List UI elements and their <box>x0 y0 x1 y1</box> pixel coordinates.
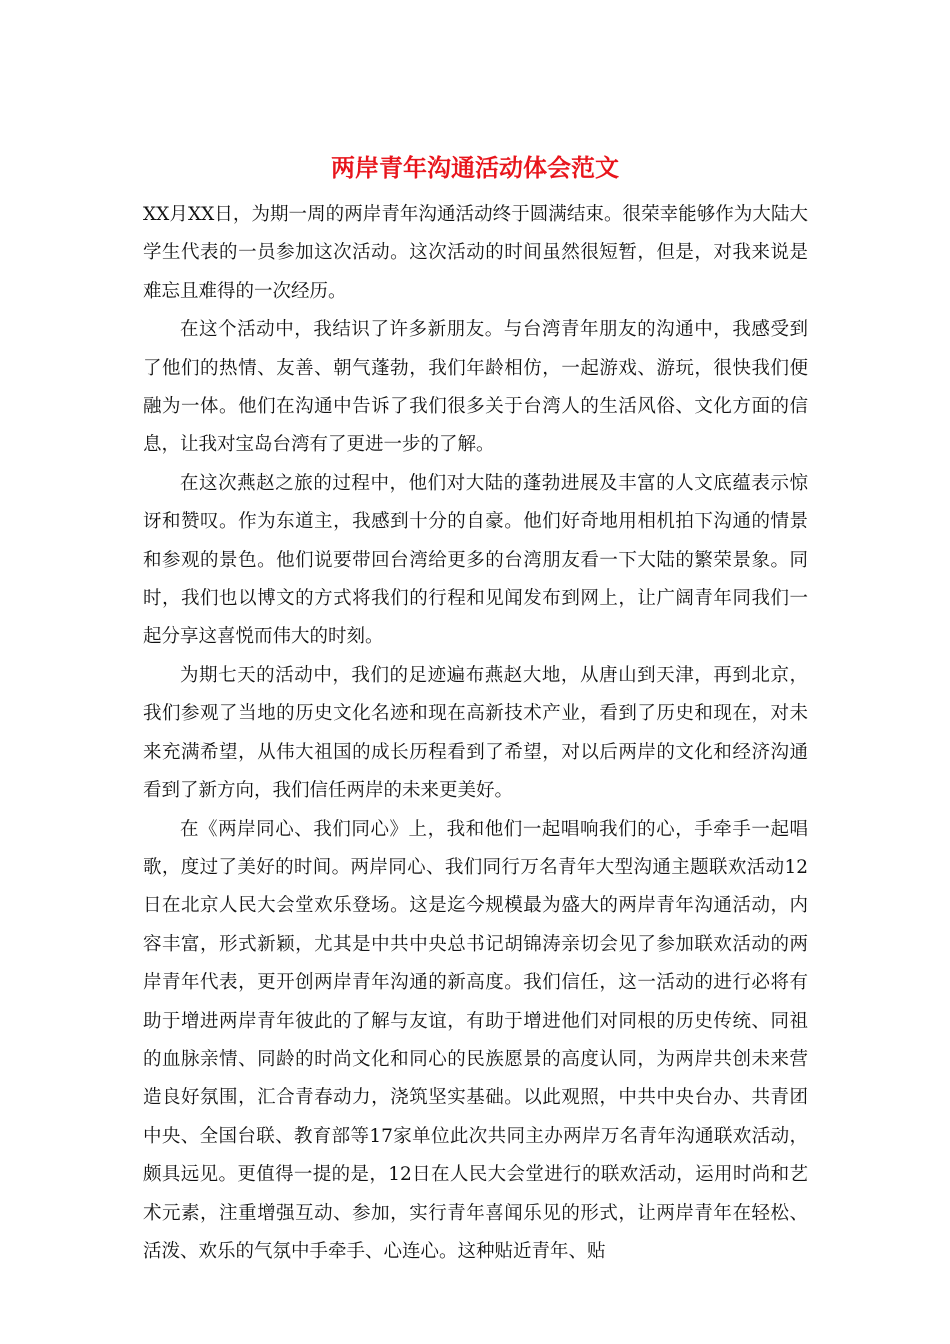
paragraph-4: 为期七天的活动中，我们的足迹遍布燕赵大地，从唐山到天津，再到北京，我们参观了当地的历史文化名迹和现在高新技术产业，看到了历史和现在，对未来充满希望，从伟大祖国的成长历程看到了希望，对以后两岸的文化和经济沟通看到了新方向，我们信任两岸的未来更美好。 <box>143 664 808 802</box>
document-title: 两岸青年沟通活动体会范文 <box>331 153 619 182</box>
paragraph-2: 在这个活动中，我结识了许多新朋友。与台湾青年朋友的沟通中，我感受到了他们的热情、友善、朝气蓬勃，我们年龄相仿，一起游戏、游玩，很快我们便融为一体。他们在沟通中告诉了我们很多关于台湾人的生活风俗、文化方面的信息，让我对宝岛台湾有了更进一步的了解。 <box>143 319 808 456</box>
paragraph-5: 在《两岸同心、我们同心》上，我和他们一起唱响我们的心，手牵手一起唱歌，度过了美好的时间。两岸同心、我们同行万名青年大型沟通主题联欢活动12日在北京人民大会堂欢乐登场。这是迄今规模最为盛大的两岸青年沟通活动，内容丰富，形式新颖，尤其是中共中央总书记胡锦涛亲切会见了参加联欢活动的两岸青年代表，更开创两岸青年沟通的新高度。我们信任，这一活动的进行必将有助于增进两岸青年彼此的了解与友谊，有助于增进他们对同根的历史传统、同祖的血脉亲情、同龄的时尚文化和同心的民族愿景的高度认同，为两岸共创未来营造良好氛围，汇合青春动力，浇筑坚实基础。以此观照，中共中央台办、共青团中央、全国台联、教育部等17家单位此次共同主办两岸万名青年沟通联欢活动，颇具远见。更值得一提的是，12日在人民大会堂进行的联欢活动，运用时尚和艺术元素，注重增强互动、参加，实行青年喜闻乐见的形式，让两岸青年在轻松、活泼、欢乐的气氛中手牵手、心连心。这种贴近青年、贴 <box>143 818 808 1262</box>
document-body <box>143 196 808 1271</box>
paragraph-3: 在这次燕赵之旅的过程中，他们对大陆的蓬勃进展及丰富的人文底蕴表示惊讶和赞叹。作为东道主，我感到十分的自豪。他们好奇地用相机拍下沟通的情景和参观的景色。他们说要带回台湾给更多的台湾朋友看一下大陆的繁荣景象。同时，我们也以博文的方式将我们的行程和见闻发布到网上，让广阔青年同我们一起分享这喜悦而伟大的时刻。 <box>143 472 808 648</box>
paragraph-1: XX月XX日，为期一周的两岸青年沟通活动终于圆满结束。很荣幸能够作为大陆大学生代表的一员参加这次活动。这次活动的时间虽然很短暂，但是，对我来说是难忘且难得的一次经历。 <box>143 204 808 302</box>
